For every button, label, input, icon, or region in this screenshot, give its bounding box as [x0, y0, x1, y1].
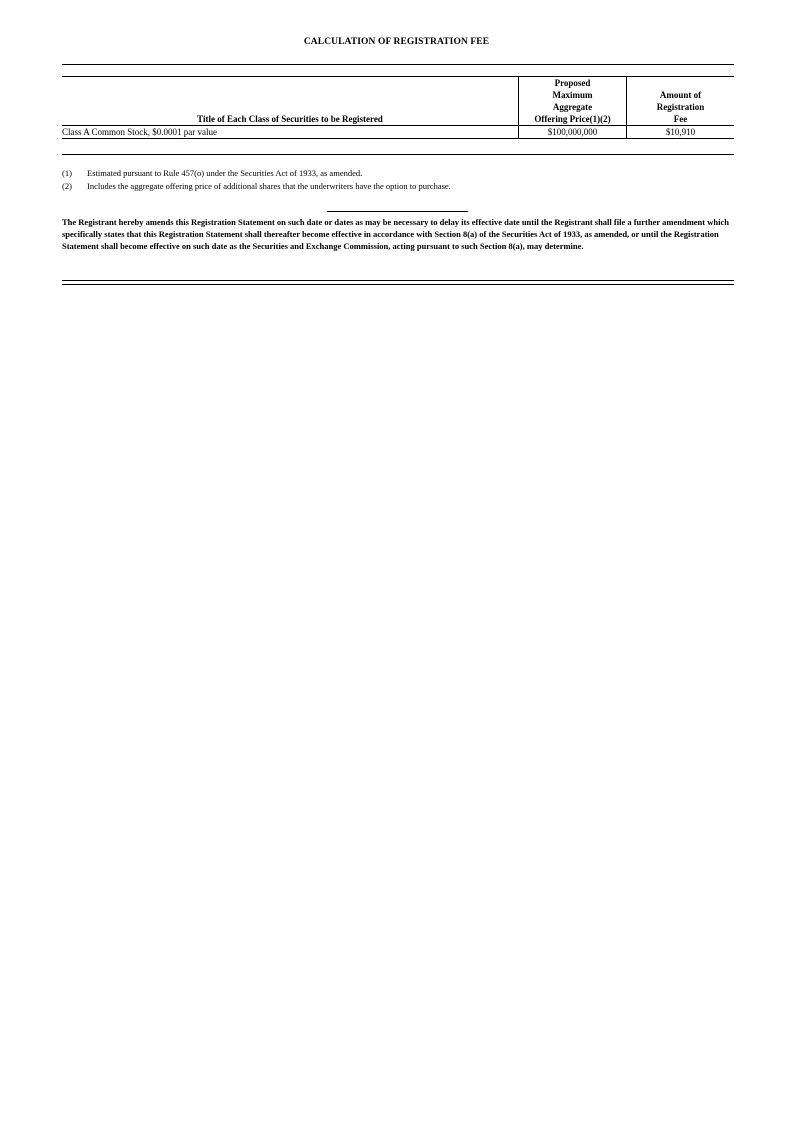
bottom-double-rule-lower	[62, 284, 734, 285]
cell-security-title: Class A Common Stock, $0.0001 par value	[62, 126, 519, 139]
table-bottom-rule	[62, 154, 734, 155]
header-price-line: Offering Price(1)(2)	[534, 114, 611, 124]
bottom-double-rule-upper	[62, 280, 734, 281]
header-price-line: Proposed	[554, 78, 591, 88]
header-fee-line: Registration	[656, 102, 705, 112]
table-header-row	[62, 77, 734, 126]
footnote-2	[62, 180, 734, 193]
delaying-amendment-text: The Registrant hereby amends this Registration Statement on such date or dates as may be necessary to delay its effective date until the Registrant shall file a further amendment which specifically states that this Registration Statement shall thereafter become effective in accordance with Section 8(a) of the Securities Act of 1933, as amended, or until the Registration Statement shall become effective on such date as the Securities and Exchange Commission, acting pursuant to such Section 8(a), may determine.	[62, 217, 729, 251]
header-price-line: Maximum	[552, 90, 593, 100]
header-title-of-securities: Title of Each Class of Securities to be Registered	[62, 77, 519, 126]
header-fee-line: Amount of	[659, 90, 702, 100]
footnote-number: (2)	[62, 181, 72, 191]
table-row	[62, 126, 734, 139]
header-fee-line: Fee	[673, 114, 688, 124]
footnote-text: Includes the aggregate offering price of additional shares that the underwriters have the option to purchase.	[87, 181, 451, 191]
footnote-number: (1)	[62, 168, 72, 178]
cell-offering-price: $100,000,000	[519, 126, 627, 139]
separator-rule	[327, 211, 468, 212]
footnote-1	[62, 167, 734, 180]
header-registration-fee	[627, 77, 735, 126]
registration-fee-table	[62, 76, 734, 139]
footnotes	[62, 167, 734, 193]
footnote-text: Estimated pursuant to Rule 457(o) under the Securities Act of 1933, as amended.	[87, 168, 363, 178]
header-price-line: Aggregate	[552, 102, 593, 112]
cell-registration-fee: $10,910	[627, 126, 735, 139]
top-rule	[62, 64, 734, 65]
page-title: CALCULATION OF REGISTRATION FEE	[303, 37, 490, 47]
header-offering-price	[519, 77, 627, 126]
